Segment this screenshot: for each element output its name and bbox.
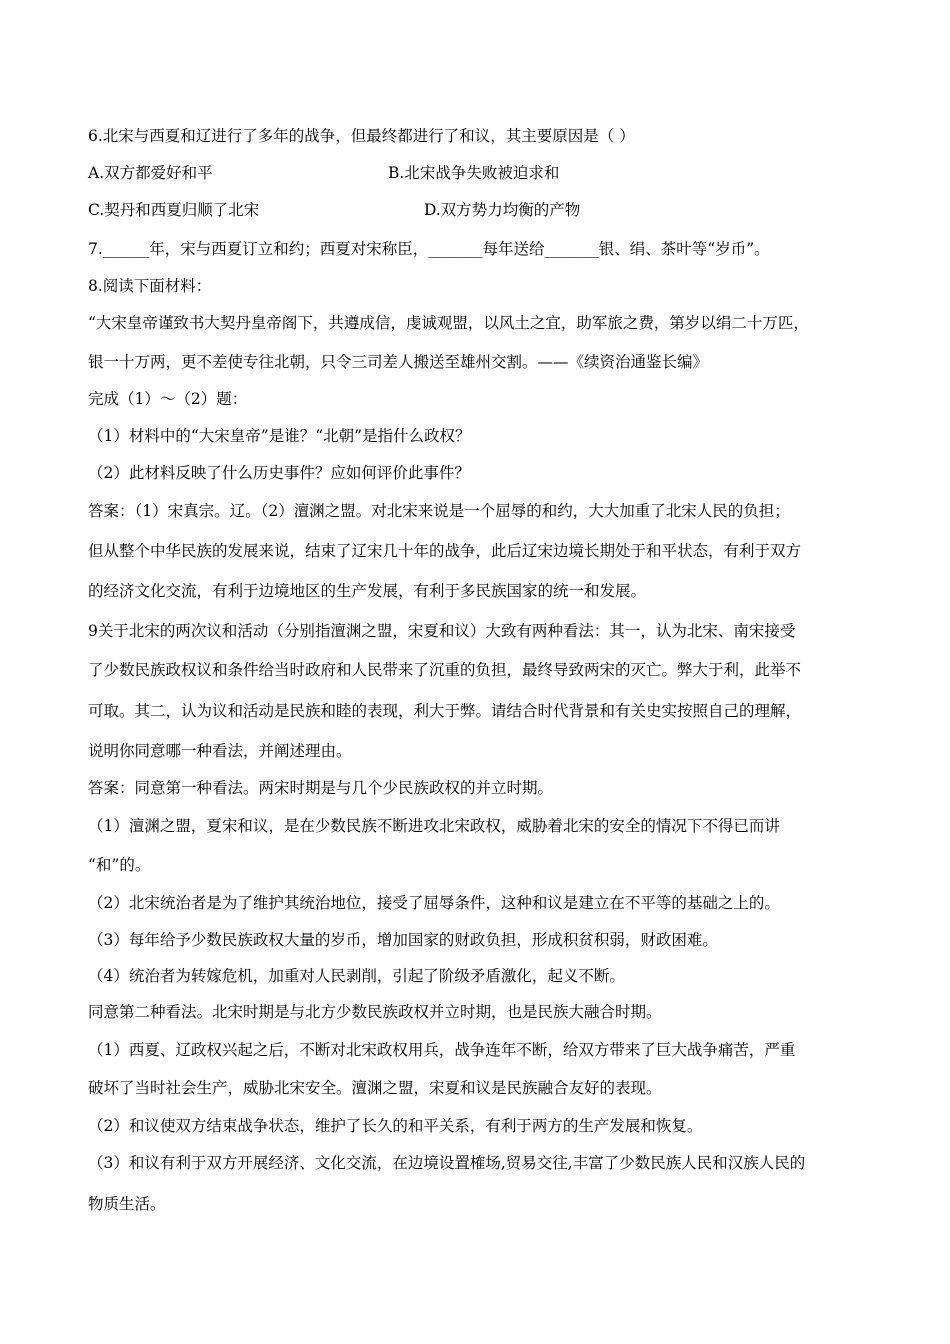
q9-answer-point: “和”的。	[88, 856, 151, 874]
q9-second-view-point: （2）和议使双方结束战争状态，维护了长久的和平关系，有利于两方的生产发展和恢复。	[88, 1117, 703, 1135]
q8-material-line: “大宋皇帝谨致书大契丹皇帝阁下，共遵成信，虔诚观盟，以风土之宜，助军旅之费，第岁以绢二十万匹，	[88, 314, 809, 332]
q8-sub-question-2: （2）此材料反映了什么历史事件？应如何评价此事件？	[88, 464, 470, 482]
q8-material-line: 银一十万两，更不差使专往北朝，只令三司差人搬送至雄州交割。——《续资治通鉴长编》	[88, 353, 709, 371]
q9-answer-point: （3）每年给予少数民族政权大量的岁币，增加国家的财政负担，形成积贫积弱，财政困难。	[88, 931, 718, 949]
q8-instruction: 完成（1）～（2）题：	[88, 390, 248, 408]
q9-stem-line: 说明你同意哪一种看法，并阐述理由。	[88, 742, 352, 760]
q9-answer-intro: 答案：同意第一种看法。两宋时期是与几个少民族政权的并立时期。	[88, 779, 554, 797]
q9-stem-line: 了少数民族政权议和条件给当时政府和人民带来了沉重的负担，最终导致两宋的灭亡。弊大于利，此举不	[88, 661, 802, 679]
q8-sub-question-1: （1）材料中的“大宋皇帝”是谁？“北朝”是指什么政权？	[88, 427, 471, 445]
q6-option-c: C.契丹和西夏归顺了北宋	[88, 201, 260, 219]
q7-stem: 7.______年，宋与西夏订立和约；西夏对宋称臣，_______每年送给_______银、绢、茶叶等“岁币”。	[88, 240, 770, 258]
q9-second-view-intro: 同意第二种看法。北宋时期是与北方少数民族政权并立时期，也是民族大融合时期。	[88, 1003, 662, 1021]
q9-second-view-point: （3）和议有利于双方开展经济、文化交流，在边境设置榷场,贸易交往,丰富了少数民族人民和汉族人民的	[88, 1154, 806, 1172]
q9-second-view-point: 物质生活。	[88, 1195, 166, 1213]
q6-option-a: A.双方都爱好和平	[88, 164, 213, 182]
q9-stem-line: 可取。其二，认为议和活动是民族和睦的表现，利大于弊。请结合时代背景和有关史实按照自己的理解，	[88, 702, 802, 720]
q9-second-view-point: （1）西夏、辽政权兴起之后，不断对北宋政权用兵，战争连年不断，给双方带来了巨大战争痛苦，严重	[88, 1041, 796, 1059]
q8-stem: 8.阅读下面材料：	[88, 277, 212, 295]
q9-answer-point: （2）北宋统治者是为了维护其统治地位，接受了屈辱条件，这种和议是建立在不平等的基础之上的。	[88, 894, 780, 912]
q9-answer-point: （1）澶渊之盟，夏宋和议，是在少数民族不断进攻北宋政权，威胁着北宋的安全的情况下不得已而讲	[88, 817, 780, 835]
q8-answer-line: 答案：（1）宋真宗。辽。（2）澶渊之盟。对北宋来说是一个屈辱的和约，大大加重了北宋人民的负担；	[88, 502, 790, 520]
q6-stem: 6.北宋与西夏和辽进行了多年的战争，但最终都进行了和议，其主要原因是（ ）	[88, 127, 635, 145]
q6-option-d: D.双方势力均衡的产物	[424, 201, 581, 219]
q6-option-b: B.北宋战争失败被迫求和	[388, 164, 560, 182]
q8-answer-line: 但从整个中华民族的发展来说，结束了辽宋几十年的战争，此后辽宋边境长期处于和平状态，有利于双方	[88, 542, 802, 560]
q8-answer-line: 的经济文化交流，有利于边境地区的生产发展，有利于多民族国家的统一和发展。	[88, 582, 647, 600]
q9-answer-point: （4）统治者为转嫁危机，加重对人民剥削，引起了阶级矛盾激化，起义不断。	[88, 967, 625, 985]
q9-stem-line: 9关于北宋的两次议和活动（分别指澶渊之盟，宋夏和议）大致有两种看法：其一，认为北宋、南宋接受	[88, 622, 796, 640]
q9-second-view-point: 破坏了当时社会生产，威胁北宋安全。澶渊之盟，宋夏和议是民族融合友好的表现。	[88, 1079, 662, 1097]
